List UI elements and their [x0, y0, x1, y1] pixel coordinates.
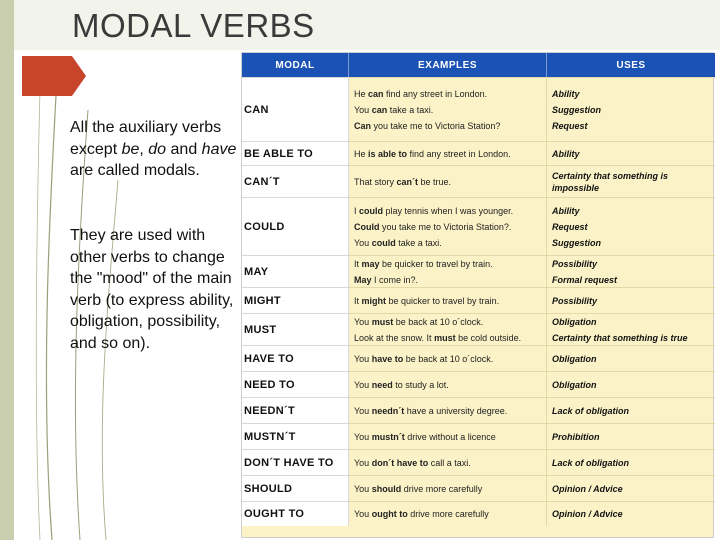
examples-cell — [349, 449, 547, 475]
use-label: Possibility — [552, 295, 598, 306]
examples-cell — [349, 397, 547, 423]
header-examples: EXAMPLES — [349, 53, 547, 77]
uses-cell — [547, 475, 715, 501]
example-sentence: Could you take me to Victoria Station?. — [354, 221, 512, 232]
uses-cell — [547, 501, 715, 526]
examples-cell — [349, 475, 547, 501]
uses-cell — [547, 371, 715, 397]
example-sentence: May I come in?. — [354, 274, 419, 285]
use-label: Request — [552, 221, 588, 232]
example-sentence: Can you take me to Victoria Station? — [354, 120, 501, 131]
modal-cell: MAY — [242, 255, 349, 287]
modal-cell: MIGHT — [242, 287, 349, 313]
use-label: Lack of obligation — [552, 457, 630, 468]
use-label: Possibility — [552, 258, 598, 269]
modal-cell: NEED TO — [242, 371, 349, 397]
examples-cell — [349, 345, 547, 371]
uses-cell — [547, 165, 715, 197]
example-sentence: You ought to drive more carefully — [354, 509, 489, 519]
page-title: MODAL VERBS — [72, 7, 315, 44]
example-sentence: You mustn´t drive without a licence — [354, 431, 496, 442]
example-sentence: You can take a taxi. — [354, 104, 434, 115]
use-label: Opinion / Advice — [552, 509, 623, 519]
example-sentence: You have to be back at 10 o´clock. — [354, 353, 494, 364]
example-sentence: Look at the snow. It must be cold outside. — [354, 332, 522, 343]
use-label: Obligation — [552, 379, 597, 390]
use-label: Formal request — [552, 274, 618, 285]
use-label: Opinion / Advice — [552, 483, 623, 494]
examples-cell — [349, 165, 547, 197]
modal-cell: CAN´T — [242, 165, 349, 197]
example-sentence: He can find any street in London. — [354, 88, 488, 99]
modal-cell: SHOULD — [242, 475, 349, 501]
example-sentence: It may be quicker to travel by train. — [354, 258, 493, 269]
example-sentence: He is able to find any street in London. — [354, 148, 511, 159]
modal-cell: CAN — [242, 77, 349, 141]
modal-cell: OUGHT TO — [242, 501, 349, 526]
modal-cell: NEEDN´T — [242, 397, 349, 423]
examples-cell — [349, 255, 547, 287]
uses-cell — [547, 197, 715, 255]
use-label: Suggestion — [552, 104, 601, 115]
example-sentence: You don´t have to call a taxi. — [354, 457, 471, 468]
modal-cell: MUST — [242, 313, 349, 345]
examples-cell — [349, 313, 547, 345]
use-label: Ability — [552, 88, 580, 99]
use-label: Obligation — [552, 353, 597, 364]
example-sentence: You need to study a lot. — [354, 379, 449, 390]
example-sentence: That story can´t be true. — [354, 176, 452, 187]
examples-cell — [349, 141, 547, 165]
examples-cell — [349, 501, 547, 526]
example-sentence: You should drive more carefully — [354, 483, 483, 494]
modal-cell: BE ABLE TO — [242, 141, 349, 165]
example-sentence: You needn´t have a university degree. — [354, 405, 508, 416]
header-uses: USES — [547, 53, 715, 77]
usage-paragraph: They are used with other verbs to change the "mood" of the main verb (to express ability, obligation, possibility, and so on). — [70, 227, 234, 352]
example-sentence: You must be back at 10 o´clock. — [354, 316, 484, 327]
example-sentence: It might be quicker to travel by train. — [354, 295, 500, 306]
modal-cell: DON´T HAVE TO — [242, 449, 349, 475]
example-sentence: You could take a taxi. — [354, 237, 442, 248]
uses-cell — [547, 77, 715, 141]
use-label: Prohibition — [552, 431, 600, 442]
use-label: Certainty that something is impossible — [552, 170, 669, 193]
examples-cell — [349, 77, 547, 141]
use-label: Lack of obligation — [552, 405, 630, 416]
use-label: Certainty that something is true — [552, 332, 688, 343]
uses-cell — [547, 141, 715, 165]
header-modal: MODAL — [242, 53, 349, 77]
use-label: Obligation — [552, 316, 597, 327]
uses-cell — [547, 449, 715, 475]
modal-cell: HAVE TO — [242, 345, 349, 371]
uses-cell — [547, 313, 715, 345]
use-label: Suggestion — [552, 237, 601, 248]
uses-cell — [547, 255, 715, 287]
examples-cell — [349, 371, 547, 397]
uses-cell — [547, 397, 715, 423]
example-sentence: I could play tennis when I was younger. — [354, 205, 514, 216]
uses-cell — [547, 287, 715, 313]
examples-cell — [349, 197, 547, 255]
modal-cell: MUSTN´T — [242, 423, 349, 449]
use-label: Ability — [552, 205, 580, 216]
intro-paragraph: All the auxiliary verbs except be, do and have are called modals. — [70, 119, 237, 179]
uses-cell — [547, 345, 715, 371]
modal-cell: COULD — [242, 197, 349, 255]
examples-cell — [349, 287, 547, 313]
use-label: Request — [552, 120, 588, 131]
modal-verbs-table — [241, 52, 714, 538]
use-label: Ability — [552, 148, 580, 159]
examples-cell — [349, 423, 547, 449]
uses-cell — [547, 423, 715, 449]
